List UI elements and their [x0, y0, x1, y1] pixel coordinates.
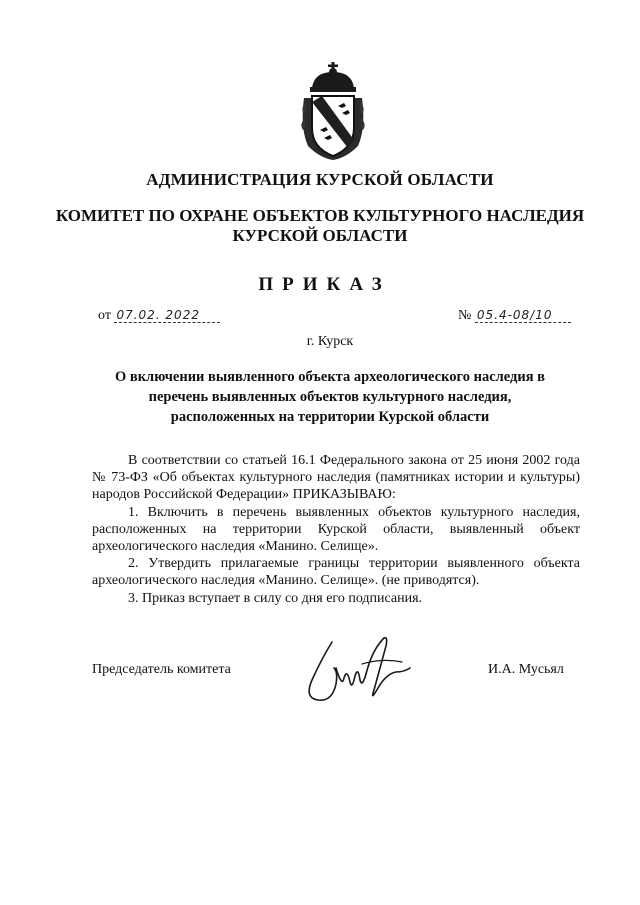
city-label: г. Курск — [306, 334, 354, 349]
date-value: 07.02. 2022 — [114, 308, 220, 323]
committee-heading-line1: КОМИТЕТ ПО ОХРАНЕ ОБЪЕКТОВ КУЛЬТУРНОГО НАСЛЕДИЯ — [55, 206, 585, 225]
document-title: ПРИКАЗ — [258, 274, 391, 295]
signatory-role: Председатель комитета — [92, 662, 231, 677]
order-body — [92, 452, 580, 607]
document-number — [458, 308, 571, 324]
committee-heading-line2: КУРСКОЙ ОБЛАСТИ — [232, 226, 408, 245]
signatory-name: И.А. Мусьял — [488, 662, 564, 677]
body-paragraph-preamble: В соответствии со статьей 16.1 Федерального закона от 25 июня 2002 года № 73-ФЗ «Об объектах культурного наследия (памятниках истории и культуры) народов Российской Федерации» ПРИКАЗЫВАЮ: — [92, 453, 580, 503]
document-date — [98, 308, 220, 324]
number-prefix: № — [458, 308, 472, 323]
date-prefix: от — [98, 308, 111, 323]
body-paragraph-item3: 3. Приказ вступает в силу со дня его подписания. — [128, 590, 423, 606]
subject-line1: О включении выявленного объекта археологического наследия в — [114, 369, 546, 385]
subject-line2: перечень выявленных объектов культурного наследия, — [148, 389, 512, 405]
administration-heading: АДМИНИСТРАЦИЯ КУРСКОЙ ОБЛАСТИ — [146, 170, 494, 189]
order-subject — [100, 367, 560, 427]
subject-line3: расположенных на территории Курской области — [170, 409, 490, 425]
committee-heading — [0, 206, 640, 246]
number-value: 05.4-08/10 — [475, 308, 571, 323]
body-paragraph-item2: 2. Утвердить прилагаемые границы территории выявленного объекта археологического наследия «Манино. Селище». (не приводятся). — [92, 556, 580, 589]
kursk-coat-of-arms-icon — [298, 58, 368, 162]
handwritten-signature-icon — [292, 628, 422, 716]
body-paragraph-item1: 1. Включить в перечень выявленных объектов культурного наследия, расположенных на территории Курской области, выявленный объект археологического наследия «Манино. Селище». — [92, 504, 580, 555]
